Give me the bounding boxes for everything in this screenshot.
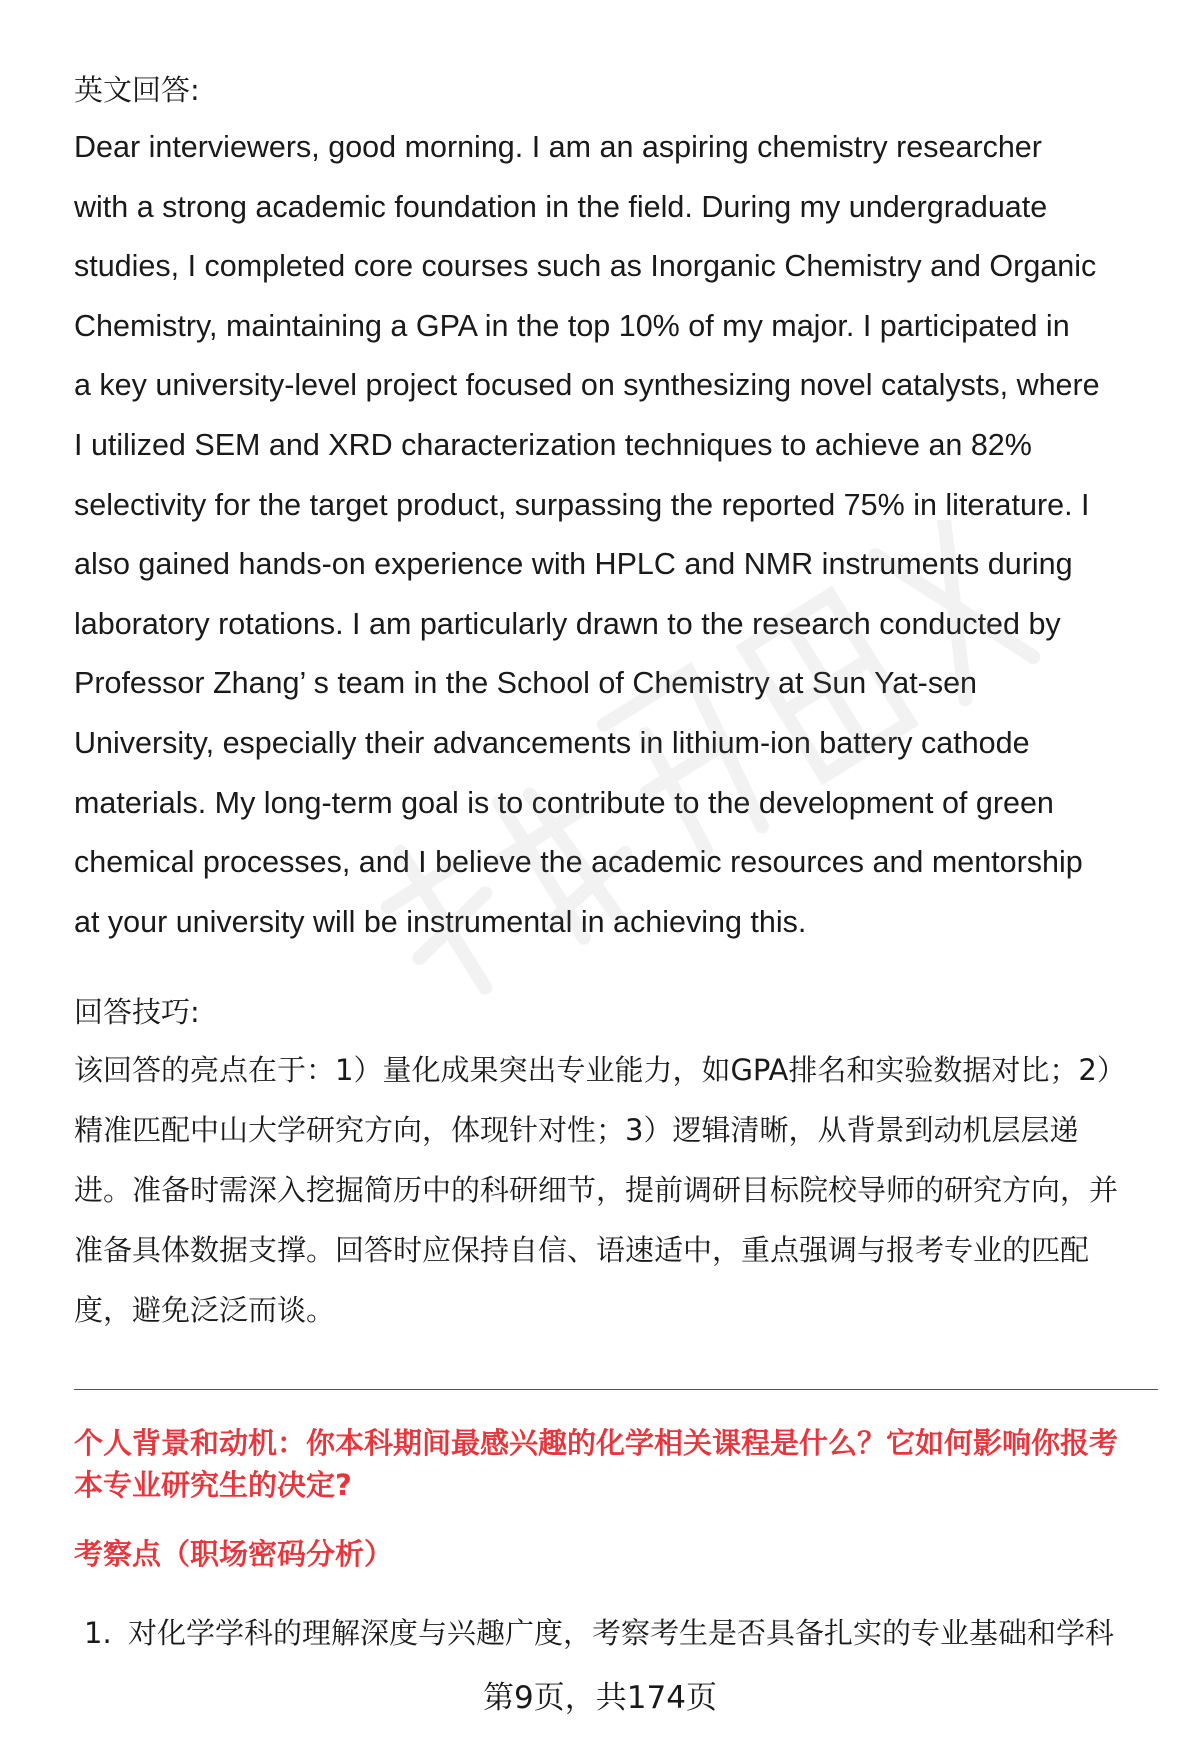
section-divider xyxy=(74,1389,1158,1390)
english-answer-line: studies, I completed core courses such as Inorganic Chemistry and Organic xyxy=(74,249,1097,284)
page-number: 第9页，共174页 xyxy=(483,1680,717,1716)
answer-tips-line: 精准匹配中山大学研究方向，体现针对性；3）逻辑清晰，从背景到动机层层递 xyxy=(74,1113,1079,1147)
english-answer-line: laboratory rotations. I am particularly drawn to the research conducted by xyxy=(74,606,1061,641)
english-answer-line: at your university will be instrumental in achieving this. xyxy=(74,904,807,939)
english-answer-line: a key university-level project focused on synthesizing novel catalysts, where xyxy=(74,368,1100,403)
answer-tips-label: 回答技巧: xyxy=(74,995,200,1029)
question-line: 个人背景和动机：你本科期间最感兴趣的化学相关课程是什么？它如何影响你报考 xyxy=(74,1426,1119,1460)
list-item-text: 对化学学科的理解深度与兴趣广度，考察考生是否具备扎实的专业基础和学科 xyxy=(128,1616,1115,1650)
list-item xyxy=(84,1612,1164,1654)
question-heading xyxy=(74,1422,1164,1506)
assessment-heading: 考察点（职场密码分析） xyxy=(74,1537,394,1571)
english-answer-line: Professor Zhang’ s team in the School of Chemistry at Sun Yat-sen xyxy=(74,666,978,701)
english-answer-line: Chemistry, maintaining a GPA in the top 10% of my major. I participated in xyxy=(74,308,1070,343)
english-answer-label: 英文回答: xyxy=(74,73,200,107)
question-line: 本专业研究生的决定? xyxy=(74,1468,352,1502)
answer-tips-line: 该回答的亮点在于：1）量化成果突出专业能力，如GPA排名和实验数据对比；2） xyxy=(74,1053,1126,1087)
english-answer-line: I utilized SEM and XRD characterization techniques to achieve an 82% xyxy=(74,427,1032,462)
answer-tips-body xyxy=(74,1040,1160,1340)
english-answer-line: Dear interviewers, good morning. I am an aspiring chemistry researcher xyxy=(74,130,1042,164)
english-answer-line: University, especially their advancements in lithium-ion battery cathode xyxy=(74,725,1030,760)
english-answer-line: materials. My long-term goal is to contribute to the development of green xyxy=(74,785,1054,820)
list-item-number: 1. xyxy=(84,1616,112,1650)
answer-tips-line: 度，避免泛泛而谈。 xyxy=(74,1293,336,1327)
english-answer-body xyxy=(74,118,1170,952)
english-answer-line: selectivity for the target product, surpassing the reported 75% in literature. I xyxy=(74,487,1090,522)
english-answer-line: chemical processes, and I believe the academic resources and mentorship xyxy=(74,845,1083,880)
english-answer-line: also gained hands-on experience with HPLC and NMR instruments during xyxy=(74,547,1073,582)
answer-tips-line: 进。准备时需深入挖掘简历中的科研细节，提前调研目标院校导师的研究方向，并 xyxy=(74,1173,1119,1207)
answer-tips-line: 准备具体数据支撑。回答时应保持自信、语速适中，重点强调与报考专业的匹配 xyxy=(74,1233,1090,1267)
english-answer-line: with a strong academic foundation in the field. During my undergraduate xyxy=(74,189,1048,224)
